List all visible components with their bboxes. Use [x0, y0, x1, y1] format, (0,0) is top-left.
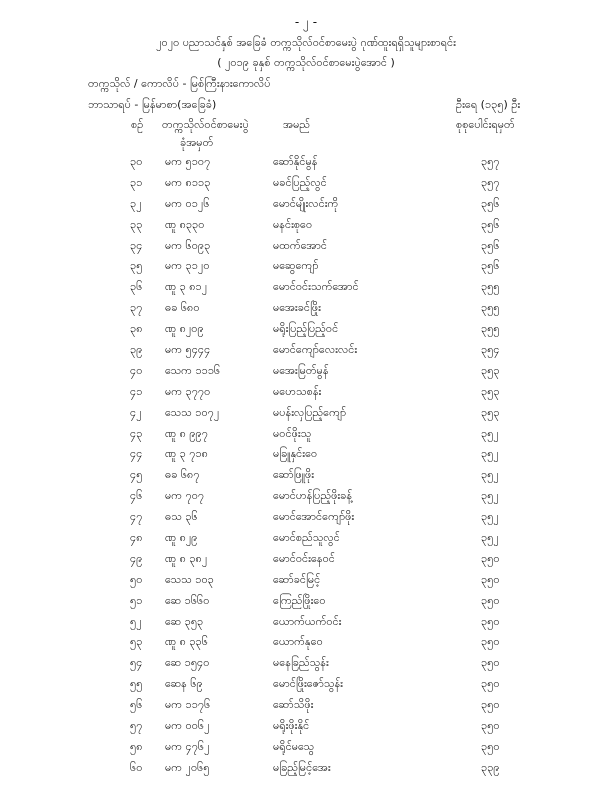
- roll-number: ဏူ ၃ ၇၁၈: [165, 447, 208, 461]
- table-row: [0, 339, 612, 360]
- table-row: [0, 443, 612, 464]
- total-marks: ၃၅၇: [481, 155, 500, 168]
- roll-number: မက ၄၇၆၂: [165, 739, 210, 753]
- table-row: [0, 673, 612, 694]
- table-row: [0, 611, 612, 632]
- total-marks: ၃၅၆: [481, 196, 500, 210]
- table-row: [0, 569, 612, 590]
- table-row: [0, 214, 612, 235]
- total-marks: ၃၅၀: [481, 614, 500, 628]
- total-marks: ၃၅၆: [481, 259, 500, 273]
- student-name: မဟေသစန်း: [273, 384, 322, 398]
- roll-number: မက ၃၇၇၀: [165, 384, 211, 398]
- row-number: ၅၆: [130, 698, 143, 712]
- roll-number: ဏူ ၈၂၉: [165, 531, 198, 545]
- student-name: ဆော်နိုင်မွန်: [273, 155, 318, 168]
- row-number: ၅၁: [130, 593, 143, 607]
- table-row: [0, 402, 612, 423]
- roll-number: ဆေန ၆၉: [165, 677, 203, 691]
- table-row: [0, 423, 612, 444]
- student-name: မနေခြည်သွန်း: [273, 656, 329, 670]
- total-marks: ၃၅၇: [481, 175, 500, 189]
- table-row: [0, 652, 612, 673]
- row-number: ၅၈: [130, 739, 143, 753]
- table-row: [0, 318, 612, 339]
- column-header-no: စဉ်: [131, 118, 144, 131]
- roll-number: ဏူ ၈၃၃၀: [165, 217, 205, 231]
- table-row: [0, 235, 612, 256]
- roll-number: ဏူ ၈ ၃၃၆: [165, 635, 208, 649]
- student-name: မခြူနှင်းဝေ: [273, 447, 318, 461]
- total-marks: ၃၅၅: [481, 301, 500, 315]
- row-number: ၄၅: [130, 468, 143, 482]
- roll-number: ဏူ ၈ ၉၉၇: [165, 426, 208, 440]
- student-name: မဝင်ဖိုးသူ: [273, 426, 312, 440]
- row-number: ၃၆: [130, 280, 143, 294]
- total-marks: ၃၅၀: [481, 593, 500, 607]
- table-row: [0, 694, 612, 715]
- row-number: ၃၃: [130, 217, 143, 231]
- total-marks: ၃၅၂: [481, 489, 499, 503]
- student-name: မနင်းစုဝေ: [273, 217, 313, 231]
- student-name: မခင်ပြည့်လွင်: [273, 175, 327, 189]
- total-marks: ၃၅၀: [481, 551, 500, 565]
- roll-number: မက ၇၀၇: [165, 489, 205, 503]
- row-number: ၅၇: [130, 719, 143, 733]
- student-name: မပန်းလှပြည့်ကျော်: [273, 405, 347, 419]
- column-header-roll: တက္ကသိုလ်ဝင်စာမေးပွဲ: [162, 118, 249, 131]
- results-table: [0, 151, 612, 778]
- roll-number: မက ၈၁၁၃: [165, 175, 211, 189]
- roll-number: မက ၅၁၀၇: [165, 155, 211, 168]
- total-marks: ၃၃၉: [481, 760, 500, 774]
- row-number: ၅၄: [130, 656, 143, 670]
- table-row: [0, 193, 612, 214]
- table-row: [0, 276, 612, 297]
- roll-number: ဆေ ၃၅၃: [165, 614, 204, 628]
- total-marks: ၃၅၀: [481, 635, 500, 649]
- roll-number: သေသ ၁၀၃: [165, 572, 214, 586]
- student-name: ဆော်သိဖိုး: [273, 698, 314, 712]
- total-marks: ၃၅၄: [481, 343, 500, 357]
- student-name: မဆွေကျော်: [273, 259, 319, 273]
- document-title: ၂၀၂၀ ပညာသင်နှစ် အခြေခံ တက္ကသိုလ်ဝင်စာမေးပွဲ ဂုဏ်ထူးရရှိသူများစာရင်း: [156, 36, 456, 49]
- row-number: ၃၇: [130, 301, 143, 315]
- department-label: တက္ကသိုလ် / ကောလိပ် - မြစ်ကြီးနားကောလိပ်: [88, 77, 271, 90]
- subject-label: ဘာသာရပ် - မြန်မာစာ(အခြေခံ): [88, 98, 217, 111]
- student-name: ယောက်နုဝေ: [273, 635, 323, 649]
- table-row: [0, 527, 612, 548]
- total-marks: ၃၅၂: [481, 468, 499, 482]
- student-name: မခြည့်မြင့်အေး: [273, 760, 331, 774]
- column-header-roll-line2: ခုံအမှတ်: [180, 136, 214, 149]
- table-row: [0, 485, 612, 506]
- roll-number: မက ၀၁၂၆: [165, 196, 210, 210]
- row-number: ၄၄: [130, 447, 143, 461]
- student-name: မောင်ကျော်လေးလင်း: [273, 343, 358, 357]
- total-marks: ၃၅၃: [481, 384, 500, 398]
- total-marks: ၃၅၅: [481, 322, 500, 336]
- column-header-marks: စုစုပေါင်းရမှတ်: [456, 118, 515, 131]
- table-row: [0, 736, 612, 757]
- row-number: ၆၀: [130, 760, 143, 774]
- table-row: [0, 381, 612, 402]
- total-marks: ၃၅၀: [481, 572, 500, 586]
- total-count: ဦးရေ (၁၃၅) ဦး: [456, 98, 521, 111]
- student-name: မအေးခင်ဖြိုး: [273, 301, 321, 315]
- student-name: မရိုးပြည့်ပြည့်ဝင်: [273, 322, 339, 336]
- row-number: ၄၆: [130, 489, 143, 503]
- student-name: မောင်စည်သူလွင်: [273, 531, 340, 545]
- total-marks: ၃၅၂: [481, 510, 499, 524]
- table-row: [0, 172, 612, 193]
- total-marks: ၃၅၀: [481, 739, 500, 753]
- table-row: [0, 548, 612, 569]
- row-number: ၅၅: [130, 677, 143, 691]
- total-marks: ၃၅၂: [481, 531, 499, 545]
- student-name: ယောက်ယက်ဝင်း: [273, 614, 342, 628]
- total-marks: ၃၅၀: [481, 656, 500, 670]
- roll-number: မက ၂၀၆၅: [165, 760, 210, 774]
- roll-number: ဓခ ၆၈၀: [165, 301, 200, 315]
- document-subtitle: ( ၂၀၁၉ ခုနှစ် တက္ကသိုလ်ဝင်စာမေးပွဲအောင် ): [217, 56, 395, 69]
- table-row: [0, 360, 612, 381]
- table-row: [0, 464, 612, 485]
- roll-number: သေသ ၁၀၇၂: [165, 405, 220, 419]
- row-number: ၃၂: [130, 196, 142, 210]
- roll-number: မက ၁၁၇၆: [165, 698, 211, 712]
- student-name: ဆော်ခင်မြင့်: [273, 572, 321, 586]
- row-number: ၃၁: [130, 175, 143, 189]
- student-name: ဆော်ဖြူဖိုး: [273, 468, 315, 482]
- roll-number: မက ၅၄၄၄: [165, 343, 211, 357]
- row-number: ၃၈: [130, 322, 143, 336]
- table-row: [0, 715, 612, 736]
- page-number: - ၂ -: [294, 15, 318, 29]
- table-row: [0, 151, 612, 172]
- row-number: ၃၄: [130, 238, 143, 252]
- roll-number: ဏူ ၈၂၀၉: [165, 322, 204, 336]
- roll-number: ဆေ ၁၅၄၀: [165, 656, 210, 670]
- table-row: [0, 757, 612, 778]
- student-name: မောင်ဟန်ပြည့်ဖိုးခန့်: [273, 489, 353, 503]
- student-name: မောင်မျိုးလင်းကို: [273, 196, 339, 210]
- total-marks: ၃၅၃: [481, 405, 500, 419]
- roll-number: မက ၃၁၂၀: [165, 259, 210, 273]
- student-name: မရိုးဖိုးနိုင်: [273, 719, 310, 733]
- row-number: ၄၇: [130, 510, 143, 524]
- row-number: ၄၈: [130, 531, 143, 545]
- table-row: [0, 255, 612, 276]
- roll-number: သေက ၁၁၁၆: [165, 363, 221, 377]
- row-number: ၃၀: [130, 155, 143, 168]
- row-number: ၄၂: [130, 405, 142, 419]
- student-name: ကြေည်ဖြိုးဝေ: [273, 593, 326, 607]
- total-marks: ၃၅၆: [481, 238, 500, 252]
- roll-number: ဏူ ၃ ၈၁၂: [165, 280, 208, 294]
- row-number: ၅၀: [130, 572, 143, 586]
- student-name: မရိုင်မသွေ: [273, 739, 315, 753]
- roll-number: ဓသ ၃၆: [165, 510, 198, 524]
- total-marks: ၃၅၀: [481, 698, 500, 712]
- table-row: [0, 590, 612, 611]
- total-marks: ၃၅၂: [481, 447, 499, 461]
- total-marks: ၃၅၅: [481, 280, 500, 294]
- column-header-name: အမည်: [283, 118, 311, 131]
- student-name: မောင်ဖြိုးဇော်သွန်း: [273, 677, 343, 691]
- roll-number: ဓခ ၆၈၇: [165, 468, 200, 482]
- student-name: မောင်အောင်ကျော်ဖိုး: [273, 510, 355, 524]
- student-name: မောင်ဝင်းနေဝင်: [273, 551, 335, 565]
- total-marks: ၃၅၃: [481, 363, 500, 377]
- row-number: ၄၁: [130, 384, 143, 398]
- row-number: ၅၂: [130, 614, 142, 628]
- student-name: မအေးမြတ်မွန်: [273, 363, 329, 377]
- table-row: [0, 506, 612, 527]
- row-number: ၄၃: [130, 426, 143, 440]
- total-marks: ၃၅၀: [481, 677, 500, 691]
- total-marks: ၃၅၂: [481, 426, 499, 440]
- total-marks: ၃၅၆: [481, 217, 500, 231]
- table-row: [0, 297, 612, 318]
- row-number: ၄၉: [130, 551, 143, 565]
- total-marks: ၃၅၀: [481, 719, 500, 733]
- row-number: ၄၀: [130, 363, 143, 377]
- roll-number: မက ၀၀၆၂: [165, 719, 210, 733]
- roll-number: မက ၆၀၉၃: [165, 238, 211, 252]
- student-name: မထက်အောင်: [273, 238, 327, 252]
- row-number: ၃၅: [130, 259, 143, 273]
- row-number: ၅၃: [130, 635, 143, 649]
- roll-number: ဏူ ၈ ၃၈၂: [165, 551, 208, 565]
- roll-number: ဆေ ၁၆၆၀: [165, 593, 210, 607]
- student-name: မောင်ဝင်းသက်အောင်: [273, 280, 359, 294]
- row-number: ၃၉: [130, 343, 143, 357]
- table-row: [0, 631, 612, 652]
